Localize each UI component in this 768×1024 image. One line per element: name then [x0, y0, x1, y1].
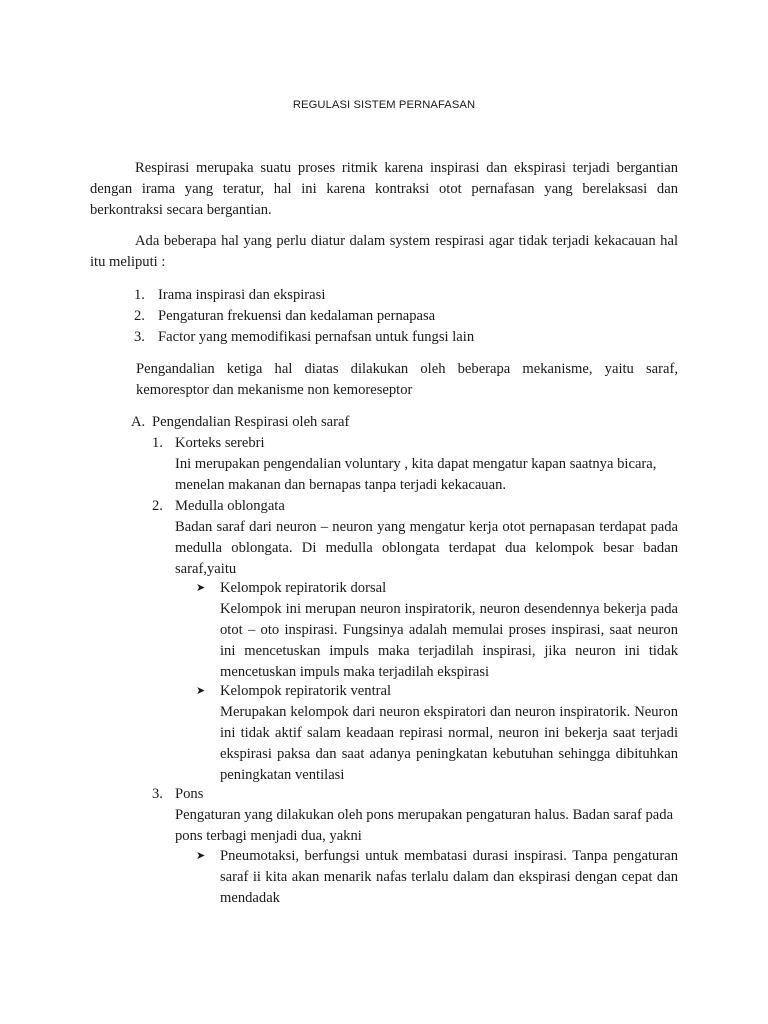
bullet-pneumotaksi — [196, 846, 678, 909]
subsection-marker: 1. — [152, 435, 163, 451]
list-item-text: Irama inspirasi dan ekspirasi — [158, 287, 326, 303]
paragraph-regulated-things: Ada beberapa hal yang perlu diatur dalam system respirasi agar tidak terjadi kekacauan hal itu meliputi : — [90, 233, 678, 270]
bullet-body: Kelompok ini merupan neuron inspiratorik, neuron desendennya bekerja pada otot – oto inspirasi. Fungsinya adalah memulai proses inspirasi, saat neuron ini mencetuskan impuls maka terjadilah inspirasi, jika neuron ini tidak mencetuskan impuls maka terjadilah ekspirasi — [220, 600, 678, 680]
bullet-dorsal — [196, 578, 678, 683]
list-item — [134, 327, 694, 348]
section-marker: A. — [131, 414, 146, 430]
bullet-heading: Kelompok repiratorik ventral — [220, 683, 392, 699]
subsection-heading-text: Korteks serebri — [175, 435, 265, 451]
regulated-list — [134, 285, 694, 348]
paragraph-intro: Respirasi merupaka suatu proses ritmik karena inspirasi dan ekspirasi terjadi bergantian dengan irama yang teratur, hal ini karena kontraksi otot pernafasan yang berelaksasi dan berkontraksi secara bergantian. — [90, 160, 678, 218]
section-heading-text: Pengendalian Respirasi oleh saraf — [152, 414, 350, 430]
subsection-korteks-heading — [152, 433, 712, 454]
bullet-heading: Kelompok repiratorik dorsal — [220, 580, 387, 596]
subsection-medulla-body: Badan saraf dari neuron – neuron yang mengatur kerja otot pernapasan terdapat pada medulla oblongata. Di medulla oblongata terdapat dua kelompok besar badan saraf,yaitu — [175, 519, 678, 577]
subsection-pons-heading — [152, 784, 712, 805]
subsection-heading-text: Pons — [175, 786, 204, 802]
bullet-ventral — [196, 681, 678, 786]
list-item-text: Factor yang memodifikasi pernafsan untuk fungsi lain — [158, 328, 475, 345]
list-marker: 2. — [134, 307, 145, 324]
subsection-medulla-heading — [152, 496, 712, 517]
bullet-body: Merupakan kelompok dari neuron ekspiratori dan neuron inspiratorik. Neuron ini tidak aktif salam keadaan repirasi normal, neuron ini bekerja saat terjadi ekspirasi paksa dan saat adanya peningkatan kebutuhan sehingga dibituhkan peningkatan ventilasi — [220, 703, 678, 783]
list-item-text: Pengaturan frekuensi dan kedalaman pernapasa — [158, 307, 436, 324]
subsection-marker: 3. — [152, 786, 163, 802]
paragraph-mechanisms: Pengandalian ketiga hal diatas dilakukan oleh beberapa mekanisme, yaitu saraf, kemoresptor dan mekanisme non kemoreseptor — [136, 361, 678, 398]
bullet-body: Pneumotaksi, berfungsi untuk membatasi durasi inspirasi. Tanpa pengaturan saraf ii kita akan menarik nafas terlalu dalam dan ekspirasi dengan cepat dan mendadak — [220, 848, 678, 906]
list-marker: 1. — [134, 287, 145, 303]
arrowhead-bullet-icon: ➤ — [196, 850, 206, 862]
list-item — [134, 285, 694, 306]
section-a-heading — [131, 412, 691, 433]
arrowhead-bullet-icon: ➤ — [196, 582, 206, 594]
subsection-korteks-body: Ini merupakan pengendalian voluntary , kita dapat mengatur kapan saatnya bicara, menelan makanan dan bernapas tanpa terjadi kekacauan. — [175, 456, 657, 493]
list-item — [134, 306, 694, 327]
subsection-marker: 2. — [152, 498, 163, 514]
arrowhead-bullet-icon: ➤ — [196, 685, 206, 697]
subsection-pons-body: Pengaturan yang dilakukan oleh pons merupakan pengaturan halus. Badan saraf pada pons terbagi menjadi dua, yakni — [175, 807, 674, 844]
document-title: REGULASI SISTEM PERNAFASAN — [292, 99, 476, 111]
subsection-heading-text: Medulla oblongata — [175, 498, 285, 514]
list-marker: 3. — [134, 328, 145, 345]
